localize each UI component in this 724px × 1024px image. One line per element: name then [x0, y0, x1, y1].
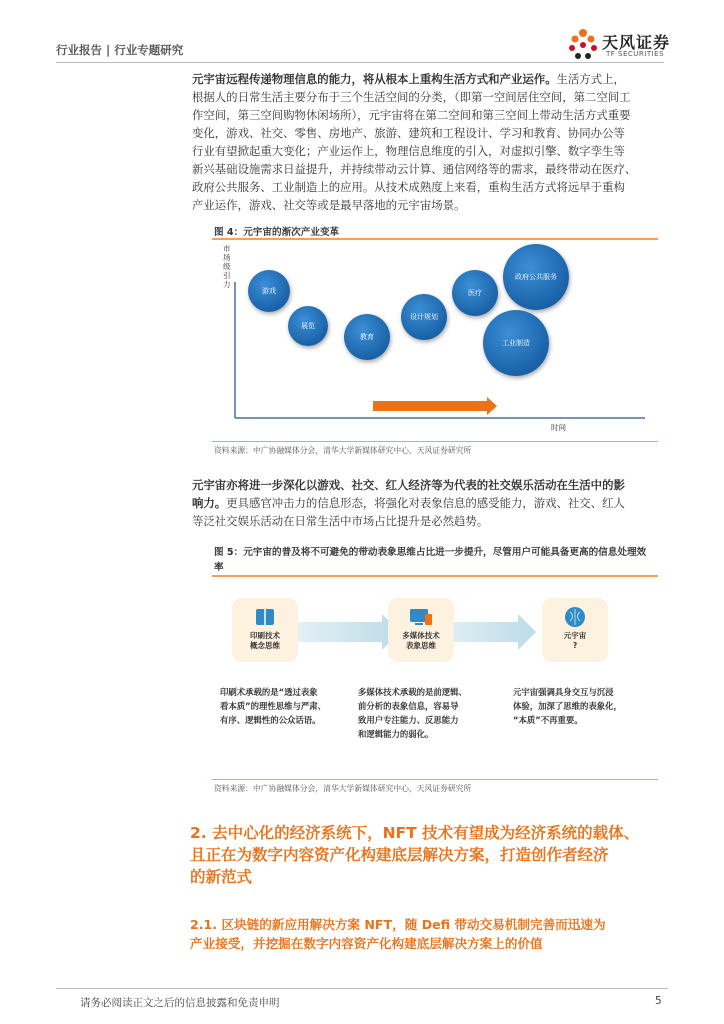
devices-icon	[408, 606, 434, 628]
header-divider	[56, 62, 664, 63]
time-arrow-icon	[373, 397, 497, 415]
bubble-education: 教育	[344, 314, 390, 360]
card-multimedia: 多媒体技术 表象思维	[388, 598, 454, 662]
page-number: 5	[655, 995, 662, 1007]
card-printing: 印刷技术 概念思维	[232, 598, 298, 662]
section-heading-2-1: 2.1. 区块链的新应用解决方案 NFT，随 Defi 带动交易机制完善而迅速为 产业接受，并挖掘在数字内容资产化构建底层解决方案上的价值	[190, 917, 606, 951]
figure-4-top-rule	[212, 238, 658, 240]
paragraph-2: 元宇宙亦将进一步深化以游戏、社交、红人经济等为代表的社交娱乐活动在生活中的影 响力。更具感官冲击力的信息形态，将强化对表象信息的感受能力，游戏、社交、红人 等泛社交娱乐活动在日常生活中市场占比提升是必然趋势。	[192, 478, 625, 528]
bubble-exhibition: 展览	[288, 306, 328, 346]
paragraph-1-lead: 元宇宙远程传递物理信息的能力，将从根本上重构生活方式和产业运作。	[192, 72, 557, 86]
report-category: 行业报告 | 行业专题研究	[56, 43, 184, 57]
figure-4-chart	[215, 244, 655, 434]
figure-4-bottom-rule	[212, 441, 658, 442]
bubble-games: 游戏	[248, 270, 290, 312]
brand-logo-icon	[566, 26, 600, 62]
figure-4-axes	[215, 244, 655, 434]
figure-5-title: 图 5：元宇宙的普及将不可避免的带动表象思维占比进一步提升，尽管用户可能具备更高的信息处理效 率	[214, 547, 647, 573]
figure-4-x-label: 时间	[551, 423, 566, 432]
footer-disclaimer: 请务必阅读正文之后的信息披露和免责申明	[80, 997, 280, 1009]
section-heading-2: 2. 去中心化的经济系统下，NFT 技术有望成为经济系统的载体、 且正在为数字内容资产化构建底层解决方案，打造创作者经济 的新范式	[190, 824, 640, 886]
brand-name: 天风证券	[602, 33, 671, 52]
book-icon	[253, 606, 277, 628]
bubble-design: 设计规划	[401, 294, 447, 340]
figure-5-desc-metaverse: 元宇宙强调具身交互与沉浸 体验，加深了思维的表象化， “本质”不再重要。	[513, 687, 622, 725]
bubble-medical: 医疗	[452, 270, 498, 316]
paragraph-1: 元宇宙远程传递物理信息的能力，将从根本上重构生活方式和产业运作。生活方式上， 根据人的日常生活主要分布于三个生活空间的分类，（即第一空间居住空间，第二空间工 作空间，第三空间购物休闲场所），元宇宙将在第二空间和第三空间上带动生活方式重要 变化，游戏、社交、零售、房地产、旅游、建筑和工程设计、学习和教育、协同办公等 行业有望掀起重大变化；产业运作上，物理信息维度的引入，对虚拟引擎、数字孪生等 新兴基础设施需求日益提升，并持续带动云计算、通信网络等的需求，最终带动在医疗、 政府公共服务、工业制造上的应用。从技术成熟度上来看，重构生活方式将远早于重构 产业运作，游戏、社交等或是最早落地的元宇宙场景。	[192, 72, 637, 212]
figure-5-source: 资料来源：中广协融媒体分会，清华大学新媒体研究中心，天风证券研究所	[214, 784, 472, 793]
figure-5-desc-printing: 印刷术承载的是“透过表象 看本质”的理性思维与严肃、 有序、逻辑性的公众话语。	[220, 687, 327, 725]
figure-4-y-label: 市场级引力	[223, 244, 231, 289]
card-metaverse: 元宇宙 ?	[542, 598, 608, 662]
figure-5-bottom-rule	[212, 779, 658, 780]
figure-5-desc-multimedia: 多媒体技术承载的是前逻辑、 前分析的表象信息，容易导 致用户专注能力、反思能力 和逻辑能力的弱化。	[358, 687, 467, 739]
brain-icon	[562, 606, 588, 628]
arrow-right-icon	[290, 614, 400, 650]
brand-sub: TF SECURITIES	[606, 50, 665, 58]
figure-4-title: 图 4：元宇宙的渐次产业变革	[214, 227, 340, 238]
figure-5-top-rule	[212, 575, 658, 577]
figure-4-source: 资料来源：中广协融媒体分会，清华大学新媒体研究中心，天风证券研究所	[214, 446, 472, 455]
bubble-government: 政府公共服务	[503, 244, 569, 310]
footer-divider	[56, 988, 668, 989]
bubble-industry: 工业制造	[483, 310, 549, 376]
